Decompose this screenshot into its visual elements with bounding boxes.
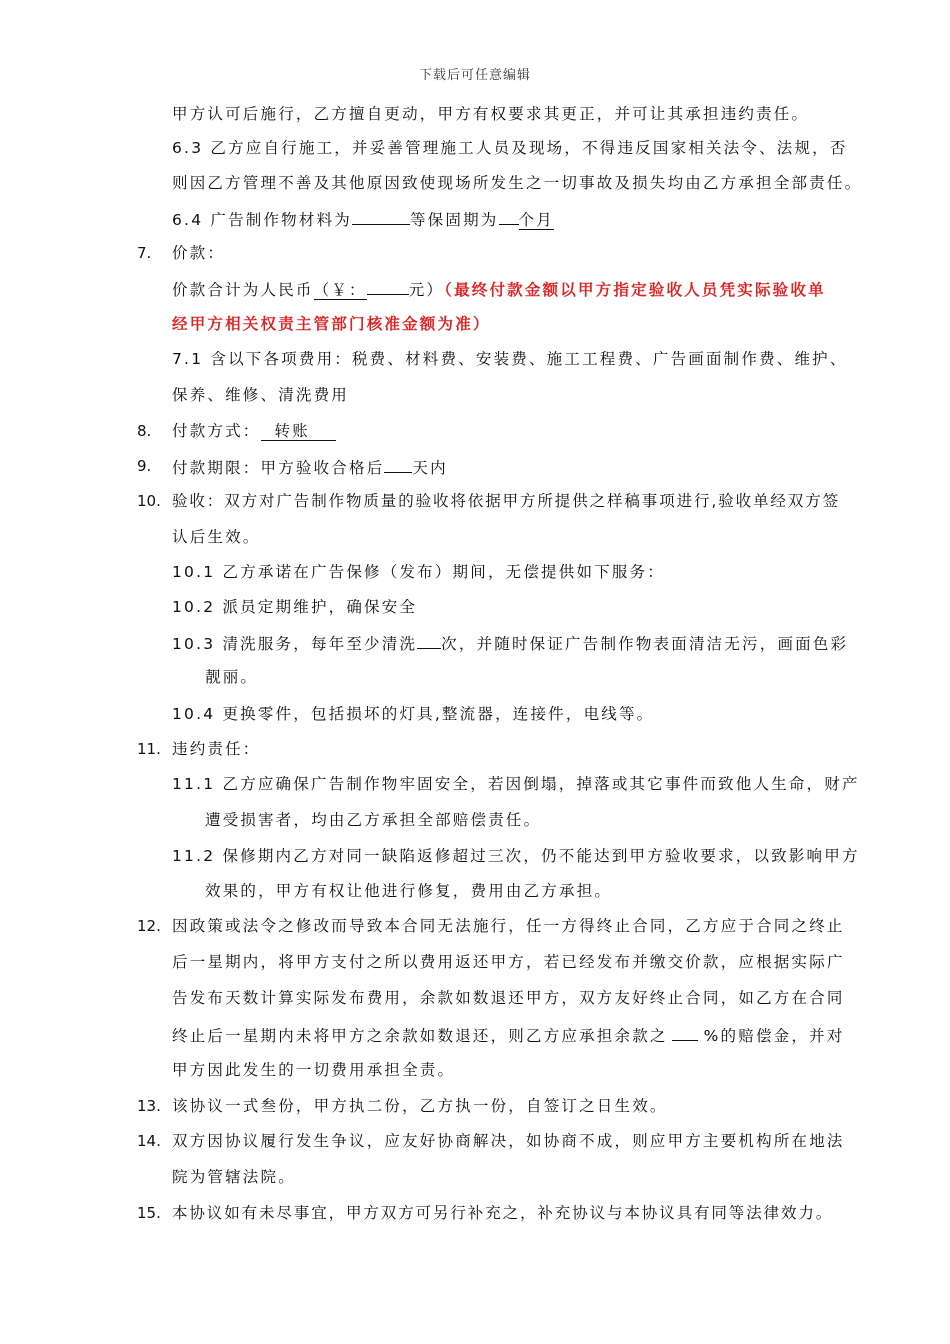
clause-6-4-label: 6.4 广告制作物材料为 (172, 211, 352, 229)
clause-14-line-1: 双方因协议履行发生争议，应友好协商解决，如协商不成，则应甲方主要机构所在地法 (172, 1132, 845, 1150)
price-currency: （￥： (313, 281, 367, 299)
clause-10-4: 10.4 更换零件，包括损坏的灯具,整流器，连接件，电线等。 (172, 705, 655, 723)
clause-10-3-rest: 次，并随时保证广告制作物表面清洁无污，画面色彩 (441, 635, 849, 653)
item-number-15: 15. (137, 1204, 161, 1222)
item-number-8: 8. (137, 422, 152, 440)
clause-10-2: 10.2 派员定期维护，确保安全 (172, 598, 418, 616)
price-heading: 价款： (172, 244, 226, 262)
clause-13: 该协议一式叁份，甲方执二份，乙方执一份，自签订之日生效。 (172, 1097, 668, 1115)
payment-method (172, 420, 336, 442)
item-number-14: 14. (137, 1132, 161, 1150)
breach-heading: 违约责任： (172, 740, 261, 758)
page-header: 下载后可任意编辑 (418, 68, 531, 83)
price-unit: 元） (408, 281, 445, 299)
clause-15: 本协议如有未尽事宜，甲方双方可另行补充之，补充协议与本协议具有同等法律效力。 (172, 1204, 834, 1222)
clause-7-1-line-1: 7.1 含以下各项费用：税费、材料费、安装费、施工工程费、广告画面制作费、维护、 (172, 350, 848, 368)
clause-12-line-1: 因政策或法令之修改而导致本合同无法施行，任一方得终止合同，乙方应于合同之终止 (172, 917, 845, 935)
clause-11-1-line-2: 遭受损害者，均由乙方承担全部赔偿责任。 (205, 811, 542, 829)
payment-term-days: 天内 (412, 459, 448, 477)
clause-11-1-line-1: 11.1 乙方应确保广告制作物牢固安全，若因倒塌，掉落或其它事件而致他人生命，财产 (172, 775, 860, 793)
clause-12-line-3: 告发布天数计算实际发布费用，余款如数退还甲方，双方友好终止合同，如乙方在合同 (172, 989, 845, 1007)
item-number-9: 9. (137, 457, 152, 475)
acceptance-line-2: 认后生效。 (172, 528, 261, 546)
clause-14-line-2: 院为管辖法院。 (172, 1168, 296, 1186)
clause-10-3-line-1 (172, 631, 848, 655)
price-note-red-continuation: 经甲方相关权责主管部门核准金额为准） (172, 315, 491, 333)
clause-10-1: 10.1 乙方承诺在广告保修（发布）期间，无偿提供如下服务： (172, 563, 665, 581)
clause-6-4-month: 个月 (518, 211, 554, 229)
clause-12-line-4-text: 终止后一星期内未将甲方之余款如数退还，则乙方应承担余款之 (172, 1027, 668, 1045)
clause-10-3-line-2: 靓丽。 (205, 668, 259, 686)
item-number-10: 10. (137, 492, 161, 510)
price-note-red: （最终付款金额以甲方指定验收人员凭实际验收单 (444, 281, 826, 299)
clause-12-line-4-rest: %的赔偿金，并对 (703, 1027, 845, 1045)
clause-6-3-line-1: 6.3 乙方应自行施工，并妥善管理施工人员及现场，不得违反国家相关法令、法规，否 (172, 139, 848, 157)
clause-10-3-label: 10.3 清洗服务，每年至少清洗 (172, 635, 418, 653)
item-number-12: 12. (137, 917, 161, 935)
payment-method-value: 转账 (261, 422, 336, 441)
price-total-label: 价款合计为人民币 (172, 281, 314, 299)
clause-6-2-continuation: 甲方认可后施行，乙方擅自更动，甲方有权要求其更正，并可让其承担违约责任。 (172, 105, 810, 123)
clause-6-4-warranty: 等保固期为 (409, 211, 499, 229)
payment-method-label: 付款方式： (172, 422, 261, 440)
clause-12-line-2: 后一星期内，将甲方支付之所以费用返还甲方，若已经发布并缴交价款，应根据实际广 (172, 953, 845, 971)
clause-6-3-line-2: 则因乙方管理不善及其他原因致使现场所发生之一切事故及损失均由乙方承担全部责任。 (172, 174, 863, 192)
payment-days-blank (384, 455, 412, 473)
clause-7-1-line-2: 保养、维修、清洗费用 (172, 386, 350, 404)
payment-term (172, 455, 448, 479)
clause-6-4 (172, 207, 554, 231)
price-total-line (172, 277, 826, 301)
payment-term-label: 付款期限：甲方验收合格后 (172, 459, 385, 477)
clause-11-2-line-1: 11.2 保修期内乙方对同一缺陷返修超过三次，仍不能达到甲方验收要求，以致影响甲方 (172, 847, 860, 865)
clause-11-2-line-2: 效果的，甲方有权让他进行修复，费用由乙方承担。 (205, 882, 613, 900)
item-number-11: 11. (137, 740, 161, 758)
acceptance-line-1: 验收：双方对广告制作物质量的验收将依据甲方所提供之样稿事项进行,验收单经双方签 (172, 492, 841, 510)
item-number-7: 7. (137, 244, 152, 262)
cleaning-times-blank (417, 631, 441, 649)
material-blank (352, 207, 410, 225)
compensation-percent-blank (672, 1023, 698, 1041)
clause-12-line-5: 甲方因此发生的一切费用承担全责。 (172, 1061, 456, 1079)
item-number-13: 13. (137, 1097, 161, 1115)
clause-12-line-4 (172, 1023, 844, 1047)
price-blank (367, 277, 409, 295)
warranty-blank (499, 207, 519, 225)
